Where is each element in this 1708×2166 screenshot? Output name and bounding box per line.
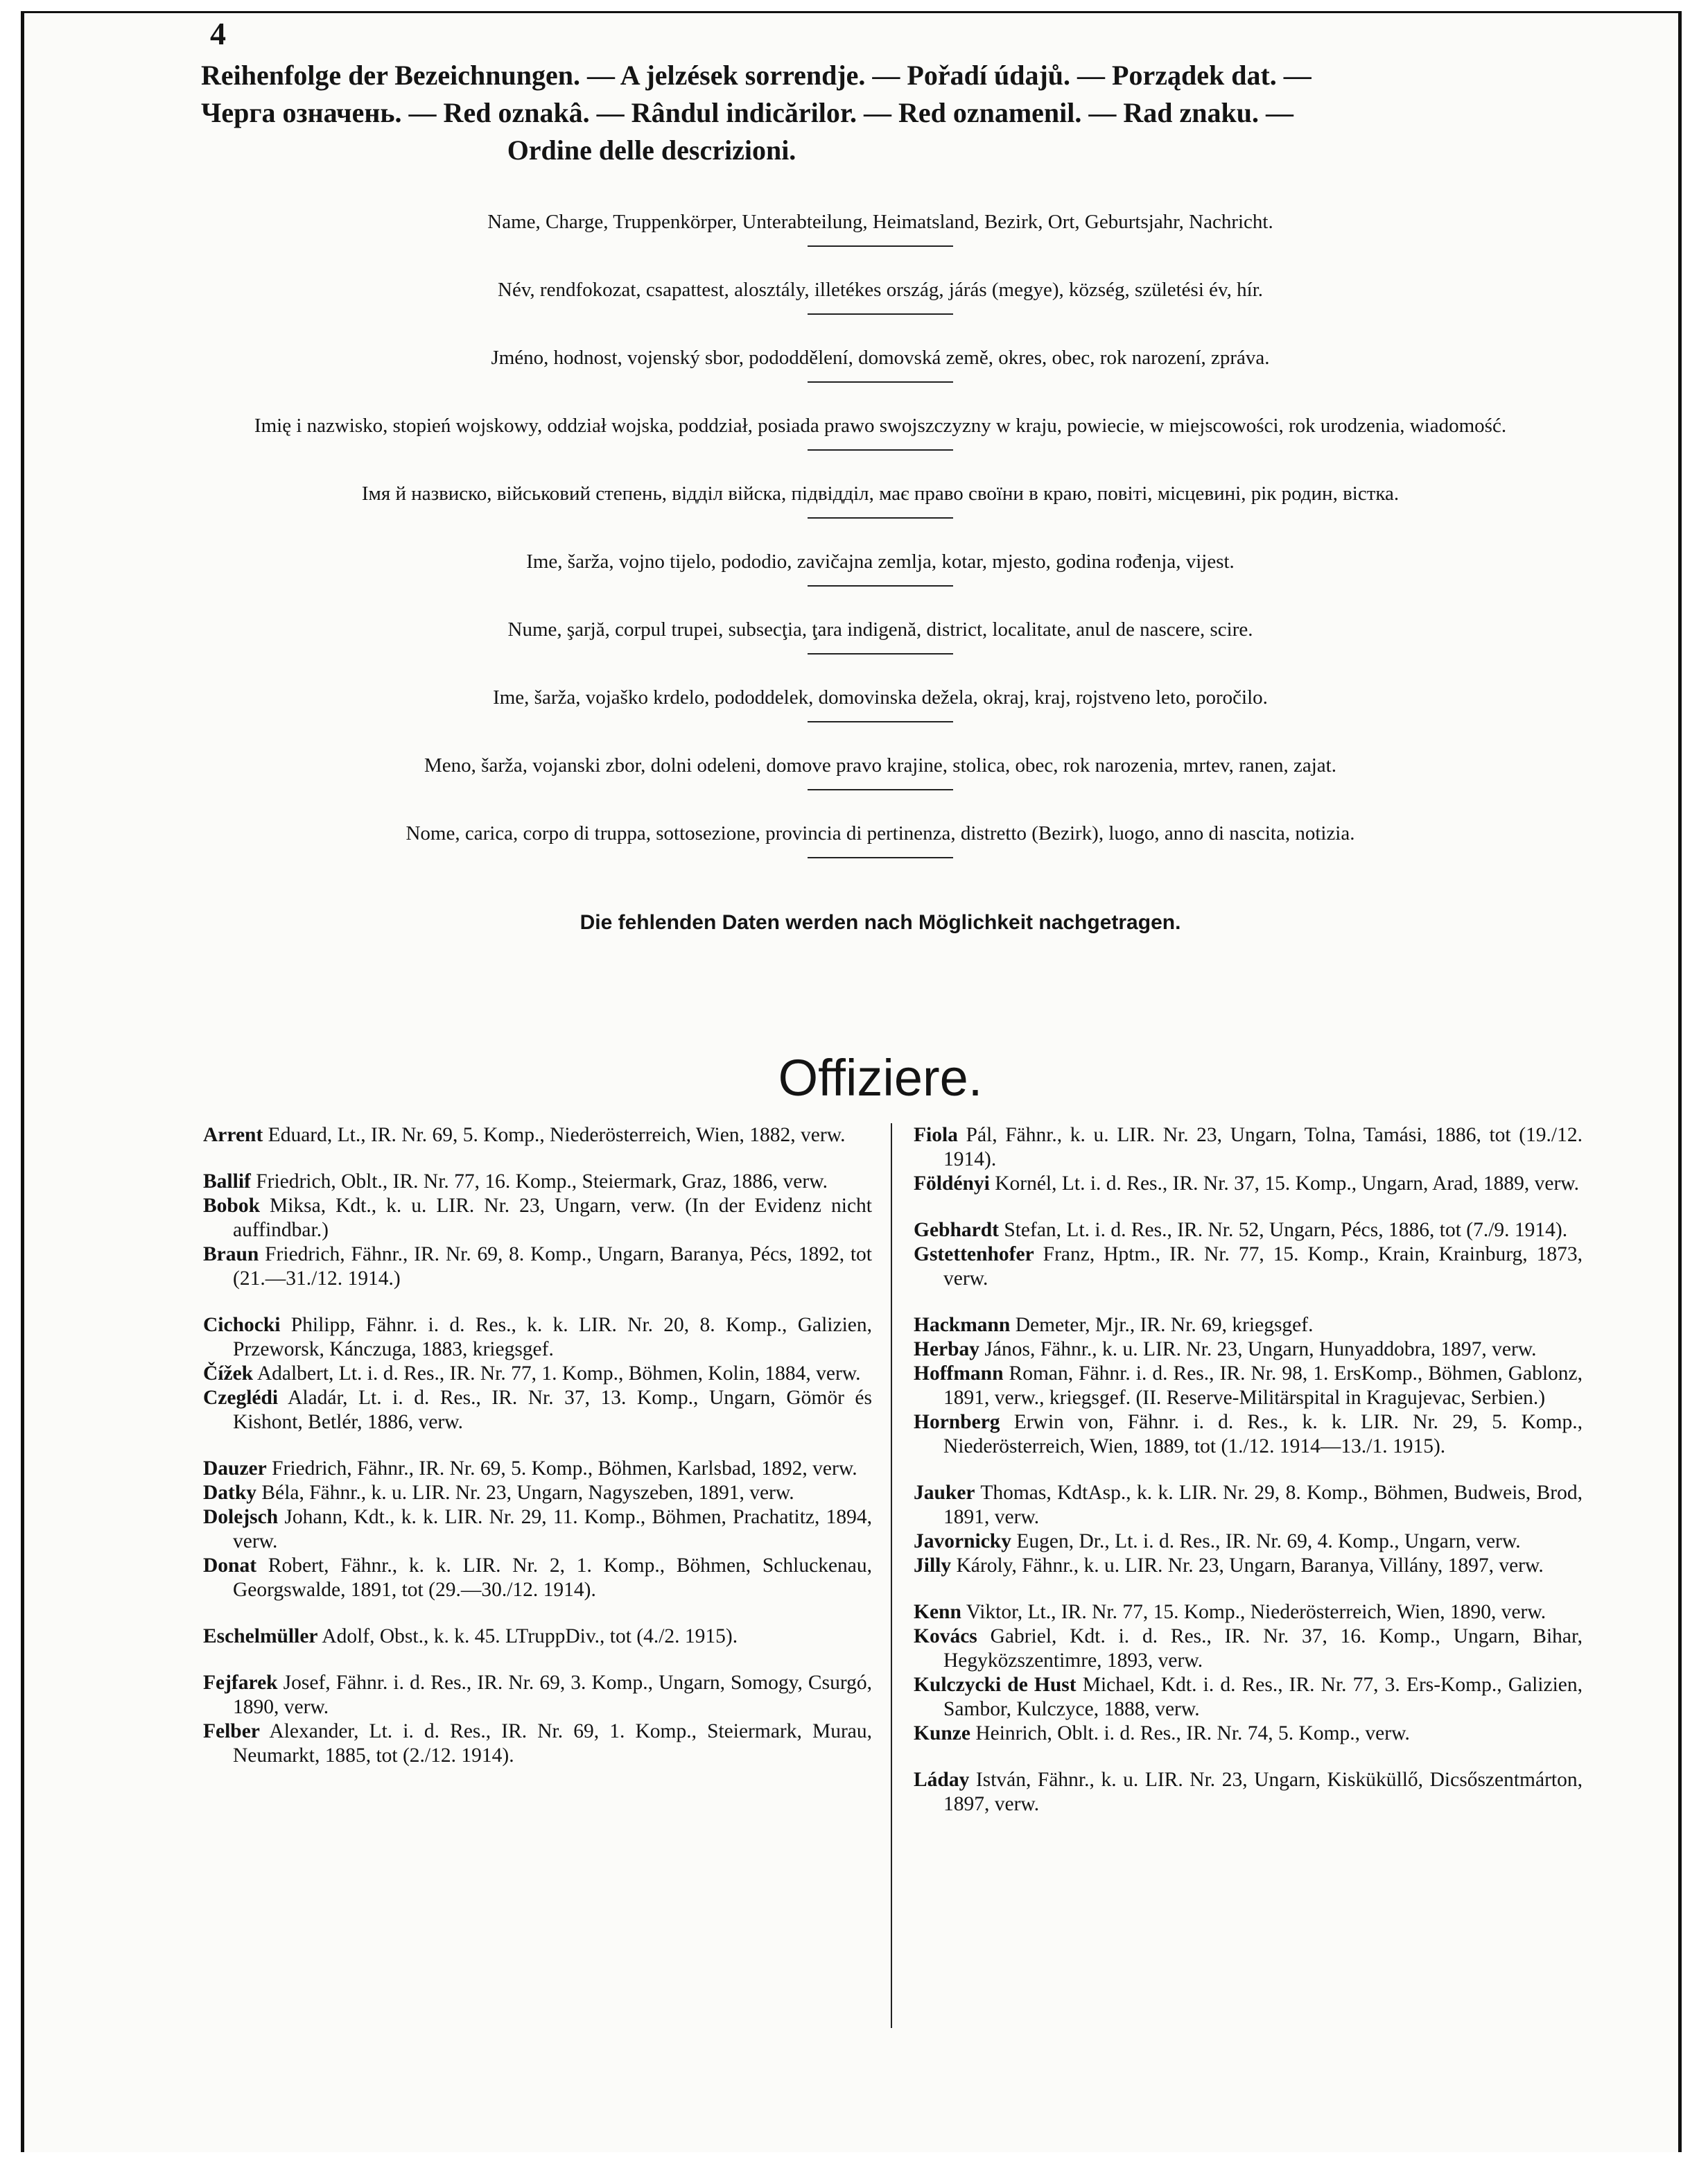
officer-surname: Braun bbox=[203, 1243, 259, 1265]
officer-entry bbox=[914, 1218, 1583, 1242]
title-block bbox=[201, 57, 1560, 169]
officer-surname: Dolejsch bbox=[203, 1506, 279, 1528]
officer-details: Erwin von, Fähnr. i. d. Res., k. k. LIR. Nr. 29, 5. Komp., Niederösterreich, Wien, 1889, tot (1./12. 1914—13./1. 1915). bbox=[943, 1411, 1583, 1457]
officer-entry bbox=[203, 1719, 872, 1768]
officer-surname: Kunze bbox=[914, 1722, 970, 1744]
officer-surname: Cichocki bbox=[203, 1314, 281, 1336]
officer-details: Friedrich, Fähnr., IR. Nr. 69, 8. Komp., Ungarn, Baranya, Pécs, 1892, tot (21.—31./12. 1914.) bbox=[233, 1243, 873, 1290]
officer-details: Eugen, Dr., Lt. i. d. Res., IR. Nr. 69, 4. Komp., Ungarn, verw. bbox=[1016, 1530, 1521, 1552]
entry-spacer bbox=[914, 1746, 1583, 1768]
officer-surname: Javornicky bbox=[914, 1530, 1011, 1552]
column-divider bbox=[891, 1123, 892, 2028]
entry-spacer bbox=[203, 1602, 872, 1624]
officer-entry bbox=[914, 1600, 1583, 1624]
officer-surname: Czeglédi bbox=[203, 1387, 279, 1409]
legend-divider bbox=[808, 721, 953, 722]
legend-divider bbox=[808, 517, 953, 519]
officer-details: István, Fähnr., k. u. LIR. Nr. 23, Ungarn, Kisküküllő, Dicsőszentmárton, 1897, verw. bbox=[943, 1769, 1583, 1815]
legend-divider bbox=[808, 653, 953, 655]
entry-spacer bbox=[914, 1459, 1583, 1481]
officer-details: Gabriel, Kdt. i. d. Res., IR. Nr. 37, 16. Komp., Ungarn, Bihar, Hegyközszentimre, 1893, verw. bbox=[943, 1625, 1583, 1672]
officer-entry bbox=[914, 1362, 1583, 1410]
officer-entry bbox=[203, 1194, 872, 1242]
officer-surname: Eschelmüller bbox=[203, 1625, 318, 1647]
officer-details: Roman, Fähnr. i. d. Res., IR. Nr. 98, 1. ErsKomp., Böhmen, Gablonz, 1891, verw., kriegsgef. (II. Reserve-Militärspital in Kragujevac, Serbien.) bbox=[943, 1362, 1583, 1409]
officer-surname: Arrent bbox=[203, 1124, 263, 1146]
title-line-1: Reihenfolge der Bezeichnungen. — A jelzések sorrendje. — Pořadí údajů. — Porządek dat. — bbox=[201, 60, 1312, 91]
officer-entry bbox=[203, 1481, 872, 1505]
entry-spacer bbox=[203, 1435, 872, 1457]
officer-surname: Fiola bbox=[914, 1124, 958, 1146]
officer-surname: Bobok bbox=[203, 1195, 260, 1217]
officer-details: Alexander, Lt. i. d. Res., IR. Nr. 69, 1. Komp., Steiermark, Murau, Neumarkt, 1885, tot (2./12. 1914). bbox=[233, 1720, 872, 1767]
legend-slovenian: Ime, šarža, vojaško krdelo, pododdelek, domovinska dežela, okraj, kraj, rojstveno leto, poročilo. bbox=[493, 686, 1268, 709]
officer-entry bbox=[914, 1624, 1583, 1673]
missing-data-notice: Die fehlenden Daten werden nach Möglichkeit nachgetragen. bbox=[580, 911, 1181, 934]
title-line-3: Ordine delle descrizioni. bbox=[507, 135, 796, 166]
right-column bbox=[914, 1123, 1583, 1817]
officer-surname: Ballif bbox=[203, 1170, 251, 1193]
officer-details: Demeter, Mjr., IR. Nr. 69, kriegsgef. bbox=[1015, 1314, 1314, 1336]
officer-surname: Donat bbox=[203, 1554, 257, 1577]
officer-entry bbox=[203, 1386, 872, 1435]
entry-spacer bbox=[914, 1196, 1583, 1218]
legend-hungarian: Név, rendfokozat, csapattest, alosztály, illetékes ország, járás (megye), község, születési év, hír. bbox=[498, 279, 1263, 301]
officer-details: Adalbert, Lt. i. d. Res., IR. Nr. 77, 1. Komp., Böhmen, Kolin, 1884, verw. bbox=[256, 1362, 861, 1385]
officer-details: Adolf, Obst., k. k. 45. LTruppDiv., tot (4./2. 1915). bbox=[322, 1625, 738, 1647]
officer-details: Michael, Kdt. i. d. Res., IR. Nr. 77, 3. Ers-Komp., Galizien, Sambor, Kulczyce, 1888, verw. bbox=[943, 1674, 1583, 1720]
legend-slovak: Meno, šarža, vojanski zbor, dolni odeleni, domove pravo krajine, stolica, obec, rok narozenia, mrtev, ranen, zajat. bbox=[424, 754, 1336, 777]
officer-surname: Hornberg bbox=[914, 1411, 1000, 1433]
officer-surname: Hackmann bbox=[914, 1314, 1011, 1336]
officer-surname: Felber bbox=[203, 1720, 260, 1742]
legend-divider bbox=[808, 585, 953, 587]
officer-entry bbox=[203, 1505, 872, 1554]
officer-entry bbox=[203, 1123, 872, 1147]
officer-surname: Kenn bbox=[914, 1601, 961, 1623]
officer-entry bbox=[914, 1481, 1583, 1530]
officer-entry bbox=[203, 1242, 872, 1291]
officer-surname: Gebhardt bbox=[914, 1219, 999, 1241]
officer-surname: Dauzer bbox=[203, 1457, 267, 1480]
title-line-2: Черга означень. — Red oznakâ. — Rândul indicărilor. — Red oznamenil. — Rad znaku. — bbox=[201, 97, 1294, 128]
legend-german: Name, Charge, Truppenkörper, Unterabteilung, Heimatsland, Bezirk, Ort, Geburtsjahr, Nachricht. bbox=[487, 211, 1273, 233]
officer-entry bbox=[203, 1554, 872, 1602]
officer-details: Friedrich, Oblt., IR. Nr. 77, 16. Komp., Steiermark, Graz, 1886, verw. bbox=[256, 1170, 828, 1193]
legend-block bbox=[201, 208, 1560, 887]
legend-italian: Nome, carica, corpo di truppa, sottosezione, provincia di pertinenza, distretto (Bezirk), luogo, anno di nascita, notizia. bbox=[406, 822, 1355, 844]
officer-details: Béla, Fähnr., k. u. LIR. Nr. 23, Ungarn, Nagyszeben, 1891, verw. bbox=[261, 1482, 794, 1504]
officer-surname: Herbay bbox=[914, 1338, 980, 1360]
officer-entry bbox=[203, 1362, 872, 1386]
officer-entry bbox=[203, 1170, 872, 1194]
officer-entry bbox=[914, 1172, 1583, 1196]
legend-divider bbox=[808, 857, 953, 858]
officer-details: Károly, Fähnr., k. u. LIR. Nr. 23, Ungarn, Baranya, Villány, 1897, verw. bbox=[956, 1554, 1544, 1577]
officer-details: Robert, Fähnr., k. k. LIR. Nr. 2, 1. Komp., Böhmen, Schluckenau, Georgswalde, 1891, tot (29.—30./12. 1914). bbox=[233, 1554, 873, 1601]
left-column bbox=[203, 1123, 872, 1768]
officer-surname: Fejfarek bbox=[203, 1672, 278, 1694]
officer-details: János, Fähnr., k. u. LIR. Nr. 23, Ungarn, Hunyaddobra, 1897, verw. bbox=[984, 1338, 1537, 1360]
officer-surname: Gstettenhofer bbox=[914, 1243, 1034, 1265]
officer-entry bbox=[914, 1530, 1583, 1554]
officer-details: Miksa, Kdt., k. u. LIR. Nr. 23, Ungarn, verw. (In der Evidenz nicht auffindbar.) bbox=[233, 1195, 872, 1241]
legend-divider bbox=[808, 789, 953, 790]
page-number: 4 bbox=[210, 16, 226, 51]
officer-surname: Jauker bbox=[914, 1482, 975, 1504]
officer-entry bbox=[914, 1768, 1583, 1817]
officer-details: Josef, Fähnr. i. d. Res., IR. Nr. 69, 3. Komp., Ungarn, Somogy, Csurgó, 1890, verw. bbox=[233, 1672, 873, 1718]
officer-details: Johann, Kdt., k. k. LIR. Nr. 29, 11. Komp., Böhmen, Prachatitz, 1894, verw. bbox=[233, 1506, 872, 1552]
entry-spacer bbox=[914, 1291, 1583, 1313]
officer-entry bbox=[203, 1624, 872, 1649]
legend-divider bbox=[808, 449, 953, 451]
officer-details: Kornél, Lt. i. d. Res., IR. Nr. 37, 15. Komp., Ungarn, Arad, 1889, verw. bbox=[995, 1172, 1580, 1195]
officer-entry bbox=[914, 1123, 1583, 1172]
officer-details: Viktor, Lt., IR. Nr. 77, 15. Komp., Niederösterreich, Wien, 1890, verw. bbox=[966, 1601, 1546, 1623]
officer-surname: Jilly bbox=[914, 1554, 952, 1577]
officer-surname: Čížek bbox=[203, 1362, 254, 1385]
entry-spacer bbox=[914, 1578, 1583, 1600]
entry-spacer bbox=[203, 1291, 872, 1313]
section-heading: Offiziere. bbox=[778, 1049, 983, 1107]
officer-entry bbox=[914, 1673, 1583, 1722]
officer-entry bbox=[914, 1313, 1583, 1337]
officer-details: Friedrich, Fähnr., IR. Nr. 69, 5. Komp., Böhmen, Karlsbad, 1892, verw. bbox=[272, 1457, 857, 1480]
officer-details: Aladár, Lt. i. d. Res., IR. Nr. 37, 13. Komp., Ungarn, Gömör és Kishont, Betlér, 1886, verw. bbox=[233, 1387, 872, 1433]
officer-entry bbox=[203, 1457, 872, 1481]
officer-surname: Kulczycki de Hust bbox=[914, 1674, 1077, 1696]
officer-entry bbox=[203, 1671, 872, 1719]
officer-entry bbox=[914, 1242, 1583, 1291]
entry-spacer bbox=[203, 1649, 872, 1671]
officer-details: Philipp, Fähnr. i. d. Res., k. k. LIR. Nr. 20, 8. Komp., Galizien, Przeworsk, Kánczuga, 1883, kriegsgef. bbox=[233, 1314, 872, 1360]
officer-details: Thomas, KdtAsp., k. k. LIR. Nr. 29, 8. Komp., Böhmen, Budweis, Brod, 1891, verw. bbox=[943, 1482, 1583, 1528]
officer-details: Eduard, Lt., IR. Nr. 69, 5. Komp., Niederösterreich, Wien, 1882, verw. bbox=[268, 1124, 846, 1146]
officer-details: Heinrich, Oblt. i. d. Res., IR. Nr. 74, 5. Komp., verw. bbox=[975, 1722, 1410, 1744]
officer-details: Pál, Fähnr., k. u. LIR. Nr. 23, Ungarn, Tolna, Tamási, 1886, tot (19./12. 1914). bbox=[943, 1124, 1583, 1170]
officer-surname: Földényi bbox=[914, 1172, 990, 1195]
officer-entry bbox=[914, 1554, 1583, 1578]
legend-romanian: Nume, şarjă, corpul trupei, subsecţia, ţara indigenă, district, localitate, anul de nascere, scire. bbox=[507, 618, 1253, 641]
officer-entry bbox=[914, 1337, 1583, 1362]
entry-spacer bbox=[203, 1147, 872, 1170]
legend-ruthenian: Імя й назвиско, військовий степень, відділ війска, підвідділ, має право своїни в краю, повіті, місцевині, рік родин, вістка. bbox=[361, 483, 1400, 505]
legend-croatian: Ime, šarža, vojno tijelo, pododio, zavičajna zemlja, kotar, mjesto, godina rođenja, vijest. bbox=[526, 551, 1235, 573]
legend-divider bbox=[808, 245, 953, 247]
legend-polish: Imię i nazwisko, stopień wojskowy, oddział wojska, poddział, posiada prawo swojszczyzny w kraju, powiecie, w miejscowości, rok urodzenia, wiadomość. bbox=[254, 415, 1507, 437]
officer-details: Franz, Hptm., IR. Nr. 77, 15. Komp., Krain, Krainburg, 1873, verw. bbox=[943, 1243, 1583, 1290]
officer-entry bbox=[914, 1722, 1583, 1746]
officer-entry bbox=[203, 1313, 872, 1362]
officer-surname: Láday bbox=[914, 1769, 970, 1791]
legend-divider bbox=[808, 381, 953, 383]
legend-czech: Jméno, hodnost, vojenský sbor, pododdělení, domovská země, okres, obec, rok narození, zpráva. bbox=[491, 347, 1270, 369]
officer-surname: Kovács bbox=[914, 1625, 977, 1647]
officer-entry bbox=[914, 1410, 1583, 1459]
legend-divider bbox=[808, 313, 953, 315]
officer-details: Stefan, Lt. i. d. Res., IR. Nr. 52, Ungarn, Pécs, 1886, tot (7./9. 1914). bbox=[1004, 1219, 1568, 1241]
officer-surname: Hoffmann bbox=[914, 1362, 1004, 1385]
officer-surname: Datky bbox=[203, 1482, 257, 1504]
